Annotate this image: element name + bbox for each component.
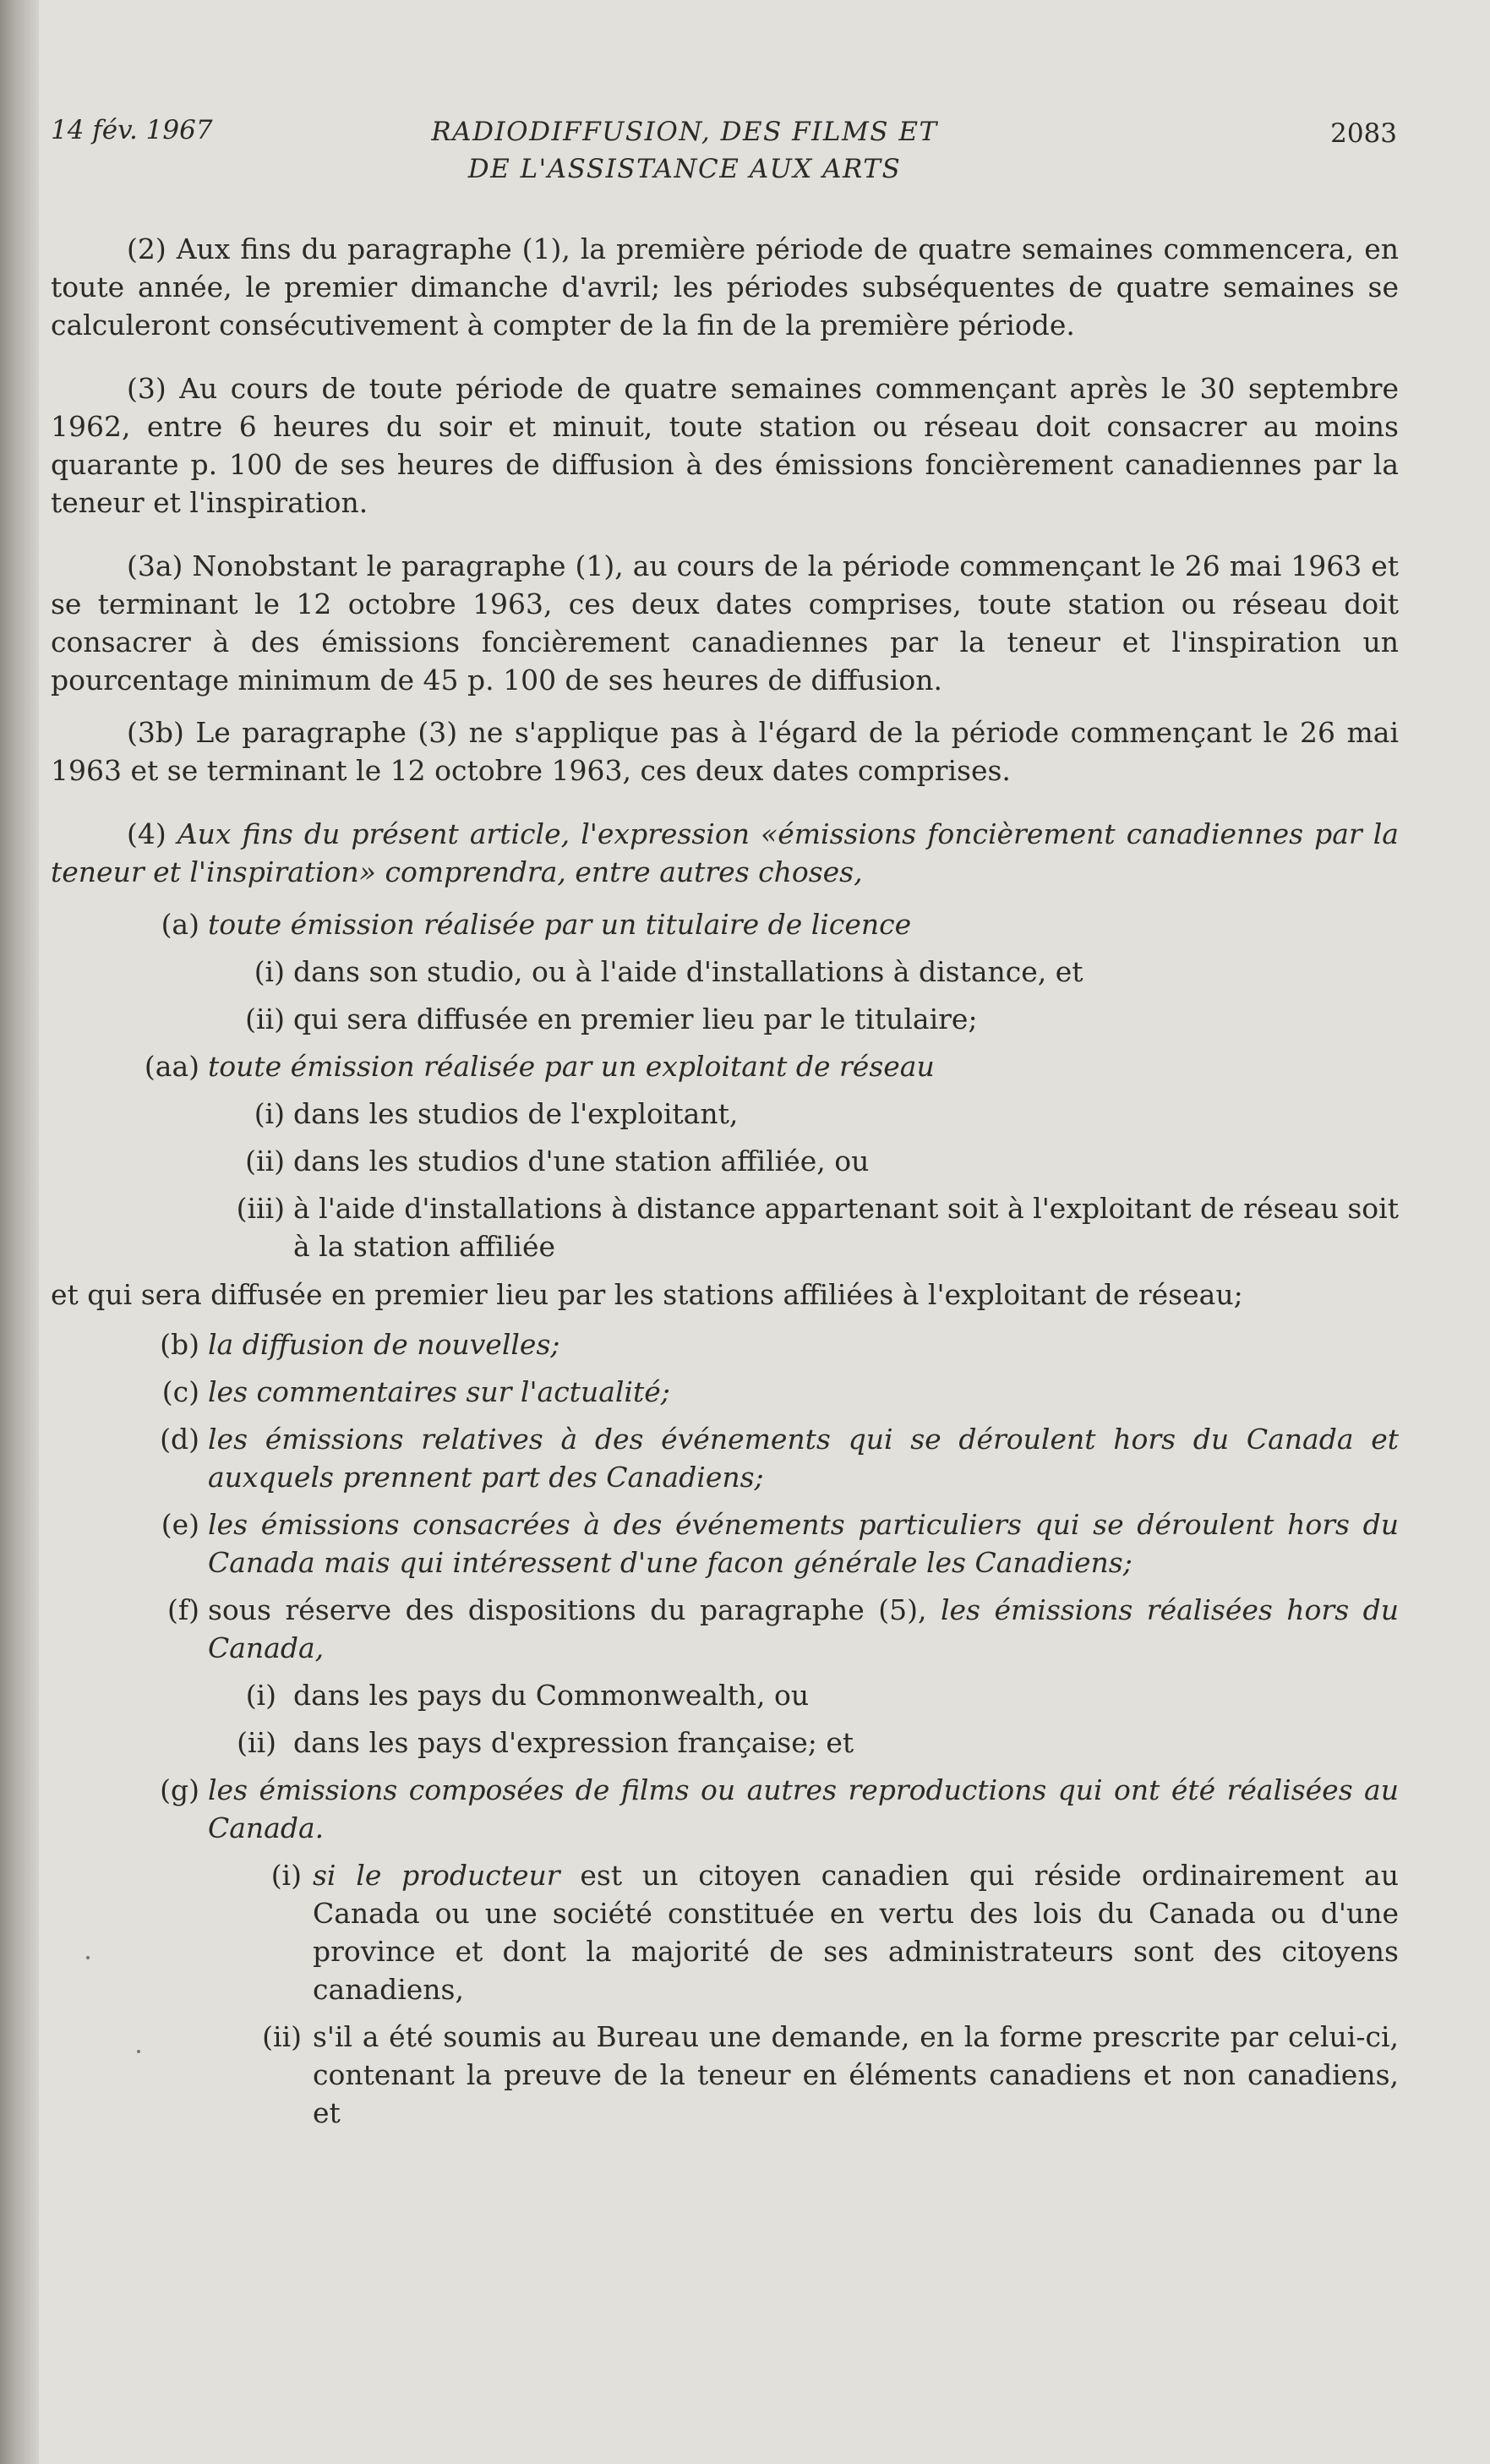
- clause-e-label: (e): [161, 1508, 199, 1541]
- clause-f-text-italic: les émissions réalisées hors du Canada,: [208, 1593, 1399, 1664]
- clause-g: [51, 1771, 1399, 1847]
- clause-aa-ii-text: dans les studios d'une station affiliée, ou: [293, 1145, 870, 1177]
- clause-aa-iii-label: (iii): [236, 1192, 285, 1225]
- clause-aa: [51, 1047, 1399, 1085]
- clause-f-label: (f): [167, 1593, 199, 1626]
- clause-g-i-label: (i): [270, 1859, 302, 1892]
- paragraph-4: [51, 815, 1399, 891]
- clause-f-text-plain: sous réserve des dispositions du paragraphe (5),: [208, 1593, 927, 1626]
- paragraph-4-text: Aux fins du présent article, l'expression «émissions foncièrement canadiennes par la teneur et l'inspiration» comprendra, entre autres choses,: [51, 817, 1399, 888]
- clause-g-ii-label: (ii): [262, 2020, 302, 2053]
- document-body: [51, 230, 1399, 2141]
- clause-b-label: (b): [160, 1328, 199, 1361]
- clause-g-i-text: est un citoyen canadien qui réside ordinairement au Canada ou une société constituée en vertu des lois du Canada ou d'une province et dont la majorité de ses administrateurs sont des citoyens canadiens,: [313, 1859, 1399, 2006]
- clause-g-ii: [51, 2018, 1399, 2132]
- clause-f-i: [51, 1676, 1399, 1714]
- clause-a-label: (a): [161, 908, 199, 941]
- clause-f-i-label: (i): [245, 1679, 276, 1712]
- clause-g-ii-text: s'il a été soumis au Bureau une demande, en la forme prescrite par celui-ci, contenant la preuve de la teneur en éléments canadiens et non canadiens, et: [313, 2020, 1399, 2129]
- header-date: 14 fév. 1967: [51, 115, 213, 145]
- clause-a-i: [51, 953, 1399, 991]
- clause-a-i-text: dans son studio, ou à l'aide d'installations à distance, et: [293, 955, 1083, 988]
- clause-a: [51, 905, 1399, 943]
- clause-a-ii: [51, 1000, 1399, 1038]
- clause-d-label: (d): [160, 1423, 199, 1456]
- clause-aa-text: toute émission réalisée par un exploitant de réseau: [208, 1050, 935, 1083]
- page-binding-edge: [0, 0, 39, 2464]
- print-speck: [137, 2050, 140, 2053]
- paragraph-3a: (3a) Nonobstant le paragraphe (1), au cours de la période commençant le 26 mai 1963 et se terminant le 12 octobre 1963, ces deux dates comprises, toute station ou réseau doit consacrer à des émissions foncièrement canadiennes par la teneur et l'inspiration un pourcentage minimum de 45 p. 100 de ses heures de diffusion.: [51, 549, 1399, 697]
- clause-f-ii-label: (ii): [237, 1726, 276, 1759]
- clause-f-ii: [51, 1724, 1399, 1762]
- paragraph-4-number: (4): [127, 817, 166, 850]
- clause-aa-ii-label: (ii): [245, 1145, 285, 1177]
- clause-d-text: les émissions relatives à des événements qui se déroulent hors du Canada et auxquels prennent part des Canadiens;: [208, 1423, 1399, 1494]
- clause-aa-i-text: dans les studios de l'exploitant,: [293, 1097, 739, 1130]
- clause-a-ii-label: (ii): [245, 1003, 285, 1035]
- clause-e-text: les émissions consacrées à des événements particuliers qui se déroulent hors du Canada mais qui intéressent d'une facon générale les Canadiens;: [208, 1508, 1399, 1579]
- clause-g-i-italic: si le producteur: [313, 1859, 560, 1892]
- clause-aa-ii: [51, 1142, 1399, 1180]
- clause-aa-iii: [51, 1189, 1399, 1265]
- clause-f: [51, 1591, 1399, 1667]
- clause-a-ii-text: qui sera diffusée en premier lieu par le titulaire;: [293, 1003, 978, 1035]
- header-title-line-2: DE L'ASSISTANCE AUX ARTS: [467, 154, 902, 184]
- clause-b-text: la diffusion de nouvelles;: [208, 1328, 560, 1361]
- clause-a-text: toute émission réalisée par un titulaire de licence: [208, 908, 912, 941]
- clause-c: [51, 1373, 1399, 1411]
- clause-c-label: (c): [161, 1375, 199, 1408]
- clause-aa-iii-text: à l'aide d'installations à distance appartenant soit à l'exploitant de réseau soit à la station affiliée: [293, 1192, 1399, 1263]
- clause-aa-i: [51, 1095, 1399, 1133]
- paragraph-2: (2) Aux fins du paragraphe (1), la première période de quatre semaines commencera, en toute année, le premier dimanche d'avril; les périodes subséquentes de quatre semaines se calculeront consécutivement à compter de la fin de la première période.: [51, 232, 1399, 341]
- clause-g-label: (g): [160, 1773, 199, 1806]
- clause-f-i-text: dans les pays du Commonwealth, ou: [293, 1679, 810, 1712]
- paragraph-3b: (3b) Le paragraphe (3) ne s'applique pas à l'égard de la période commençant le 26 mai 1963 et se terminant le 12 octobre 1963, ces deux dates comprises.: [51, 716, 1399, 787]
- clause-a-i-label: (i): [254, 955, 285, 988]
- clause-aa-label: (aa): [144, 1050, 199, 1083]
- clause-e: [51, 1505, 1399, 1582]
- header-title-line-1: RADIODIFFUSION, DES FILMS ET: [431, 117, 938, 147]
- clause-f-ii-text: dans les pays d'expression française; et: [293, 1726, 854, 1759]
- clause-aa-continuation: et qui sera diffusée en premier lieu par les stations affiliées à l'exploitant de réseau;: [51, 1278, 1243, 1311]
- header-title: [389, 113, 980, 188]
- clause-g-i: [51, 1856, 1399, 2008]
- paragraph-3: (3) Au cours de toute période de quatre semaines commençant après le 30 septembre 1962, entre 6 heures du soir et minuit, toute station ou réseau doit consacrer au moins quarante p. 100 de ses heures de diffusion à des émissions foncièrement canadiennes par la teneur et l'inspiration.: [51, 372, 1399, 519]
- clause-b: [51, 1325, 1399, 1363]
- clause-g-text: les émissions composées de films ou autres reproductions qui ont été réalisées au Canada.: [208, 1773, 1399, 1844]
- clause-d: [51, 1420, 1399, 1496]
- clause-aa-i-label: (i): [254, 1097, 285, 1130]
- print-speck: [86, 1956, 90, 1959]
- document-page: [51, 0, 1490, 2464]
- clause-c-text: les commentaires sur l'actualité;: [208, 1375, 670, 1408]
- page-number: 2083: [1330, 118, 1397, 149]
- running-header: [51, 108, 1490, 193]
